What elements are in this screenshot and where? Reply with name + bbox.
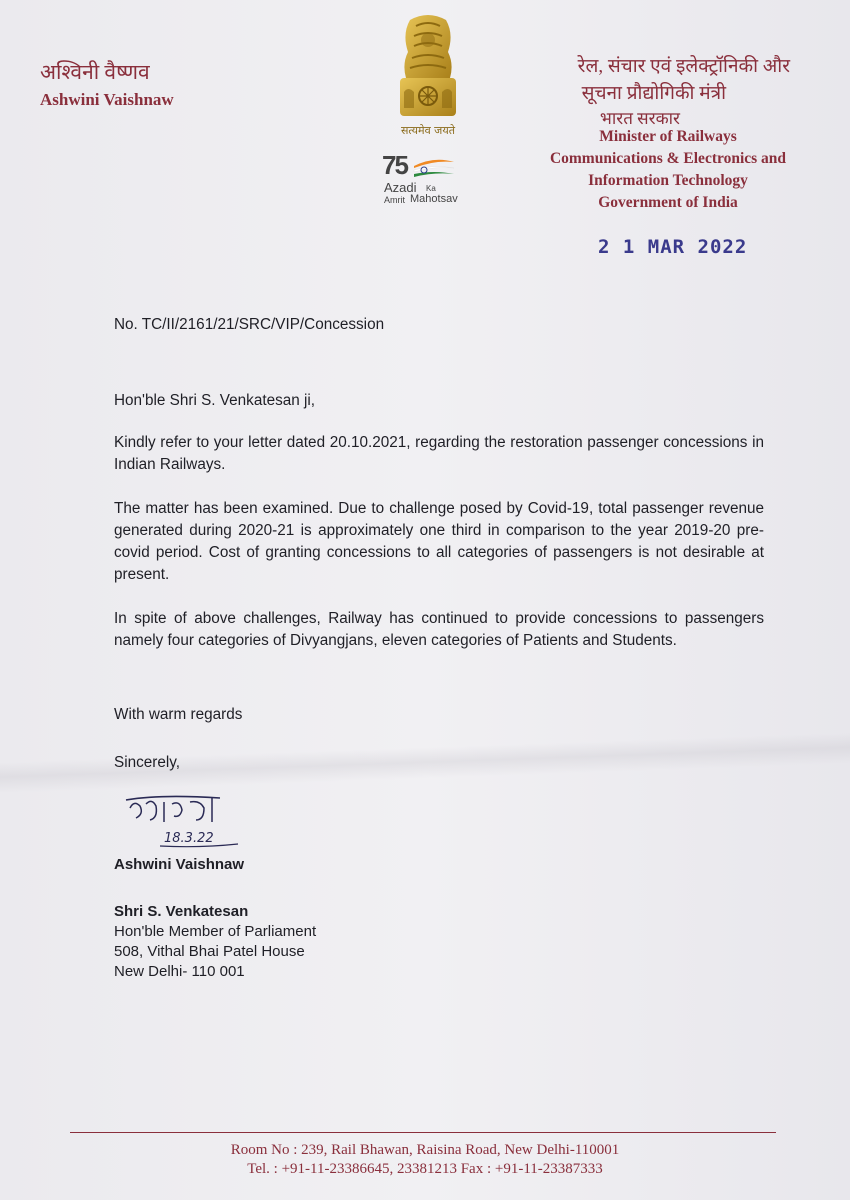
minister-name-hindi: अश्विनी वैष्णव xyxy=(40,60,150,84)
ministry-english-line3: Information Technology xyxy=(588,172,748,189)
reference-number: No. TC/II/2161/21/SRC/VIP/Concession xyxy=(114,316,385,333)
ministry-english-line4: Government of India xyxy=(598,194,738,211)
recipient-name: Shri S. Venkatesan xyxy=(114,903,249,920)
footer-address: Room No : 239, Rail Bhawan, Raisina Road, New Delhi-110001 xyxy=(230,1142,620,1158)
emblem-motto: सत्यमेव जयते xyxy=(400,124,456,137)
handwritten-signature xyxy=(120,790,250,850)
recipient-address xyxy=(114,902,316,982)
ministry-english-line1: Minister of Railways xyxy=(599,128,737,145)
signer-name: Ashwini Vaishnaw xyxy=(114,856,245,873)
salutation: Hon'ble Shri S. Venkatesan ji, xyxy=(114,392,316,409)
ministry-hindi-line3: भारत सरकार xyxy=(599,109,680,128)
paragraph-2: The matter has been examined. Due to challenge posed by Covid-19, total passenger revenue generated during 2020-21 is approximately one third in comparison to the year 2019-20 pre-covid period. Cost of granting concessions to all categories of passengers is not desirable at present. xyxy=(114,500,764,583)
recipient-line2: 508, Vithal Bhai Patel House xyxy=(114,943,305,960)
recipient-line1: Hon'ble Member of Parliament xyxy=(114,923,317,940)
closing-regards: With warm regards xyxy=(114,706,243,723)
national-emblem-icon xyxy=(380,12,476,140)
signature-date: 18.3.22 xyxy=(164,831,214,846)
ministry-english-block xyxy=(538,126,798,214)
azadi-ka: Ka xyxy=(426,184,436,193)
azadi-ka-amrit-mahotsav-logo xyxy=(382,150,482,210)
azadi-mahotsav: Mahotsav xyxy=(410,193,458,205)
ministry-hindi-line2: सूचना प्रौद्योगिकी मंत्री xyxy=(581,83,726,104)
sign-off: Sincerely, xyxy=(114,754,181,771)
recipient-line3: New Delhi- 110 001 xyxy=(114,963,245,980)
ministry-english-line2: Communications & Electronics and xyxy=(549,150,787,167)
tricolour-swoosh-icon xyxy=(412,156,456,180)
azadi-line1: Azadi xyxy=(384,180,417,195)
footer-divider xyxy=(70,1132,776,1133)
paragraph-1: Kindly refer to your letter dated 20.10.2021, regarding the restoration passenger concessions in Indian Railways. xyxy=(114,434,764,473)
minister-name-english: Ashwini Vaishnaw xyxy=(40,90,174,109)
azadi-number: 75 xyxy=(382,150,407,180)
date-stamp: 2 1 MAR 2022 xyxy=(598,236,748,258)
footer-contact: Tel. : +91-11-23386645, 23381213 Fax : +91-11-23387333 xyxy=(247,1161,603,1177)
azadi-amrit: Amrit xyxy=(384,195,405,205)
ministry-hindi-line1: रेल, संचार एवं इलेक्ट्रॉनिकी और xyxy=(577,56,790,77)
paragraph-3: In spite of above challenges, Railway has continued to provide concessions to passengers namely four categories of Divyangjans, eleven categories of Patients and Students. xyxy=(114,610,764,649)
